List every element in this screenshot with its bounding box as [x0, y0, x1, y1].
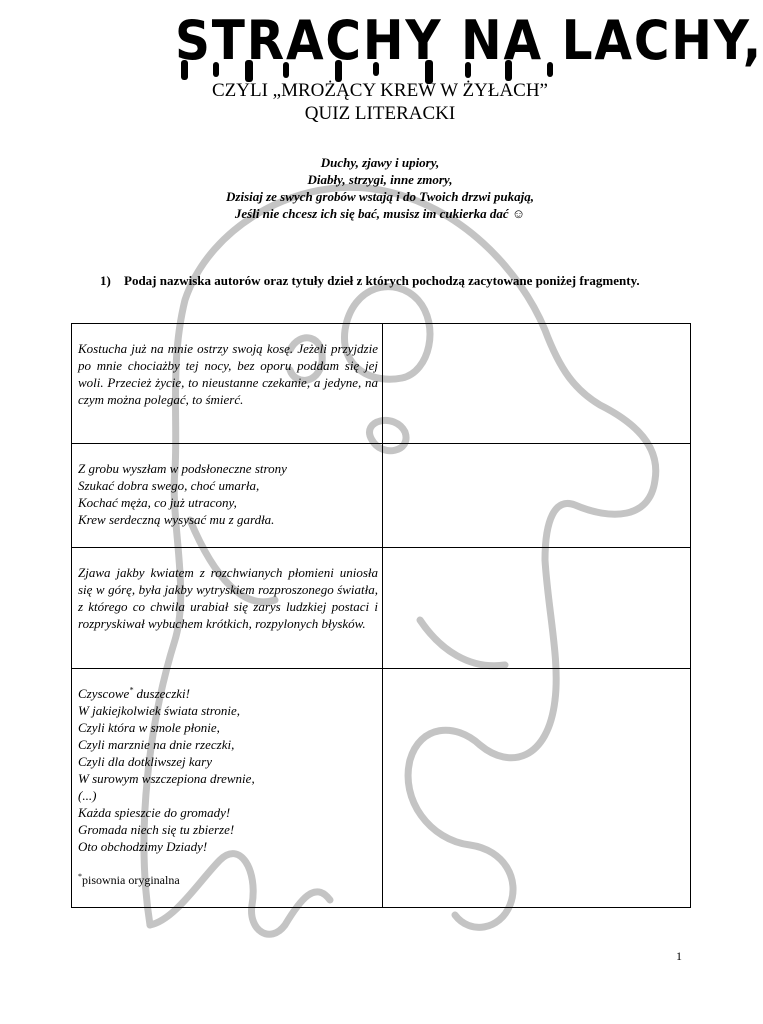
fragment-line: Każda spieszcie do gromady! [78, 805, 231, 820]
footnote [78, 872, 378, 889]
fragment-line: Kochać męża, co już utracony, [78, 495, 237, 510]
intro-poem [0, 154, 760, 222]
fragment-line: Czyli marznie na dnie rzeczki, [78, 737, 235, 752]
table-row [72, 443, 690, 547]
answer-cell[interactable] [383, 669, 690, 907]
fragment-line: Czyli dla dotkliwszej kary [78, 754, 212, 769]
fragment-cell: Kostucha już na mnie ostrzy swoją kosę. Jeżeli przyjdzie po mnie chociażby tej nocy, bez oporu poddam się jej woli. Przecież życie, to nieustanne czekanie, a jedyne, na czym można polegać, to śmierć. [72, 324, 383, 443]
table-row [72, 324, 690, 443]
fragment-line: Z grobu wyszłam w podsłoneczne strony [78, 461, 287, 476]
footnote-mark: * [78, 872, 82, 881]
fragment-word: duszeczki! [133, 686, 190, 701]
fragment-cell [72, 444, 383, 547]
fragment-cell [72, 669, 383, 907]
fragment-line: Gromada niech się tu zbierze! [78, 822, 235, 837]
answer-cell[interactable] [383, 324, 690, 443]
fragment-cell: Zjawa jakby kwiatem z rozchwianych płomieni uniosła się w górę, była jakby wytryskiem rozproszonego światła, z którego co chwila urabiał się zarys ludzkiej postaci i rozpryskiwał wybuchem krótkich, rozpylonych błysków. [72, 548, 383, 668]
answer-cell[interactable] [383, 548, 690, 668]
title-block [175, 9, 763, 80]
page-title [175, 10, 763, 72]
fragment-word: Czyscowe [78, 686, 130, 701]
question-text: Podaj nazwiska autorów oraz tytuły dzieł z których pochodzą zacytowane poniżej fragmenty. [124, 273, 640, 288]
subtitle-quiz: QUIZ LITERACKI [304, 103, 456, 124]
poem-line: Jeśli nie chcesz ich się bać, musisz im cukierka dać ☺ [234, 206, 526, 221]
fragment-line [78, 685, 378, 702]
fragment-line: Oto obchodzimy Dziady! [78, 839, 208, 854]
poem-line: Diabły, strzygi, inne zmory, [307, 172, 453, 187]
fragment-line: Czyli która w smole płonie, [78, 720, 220, 735]
fragment-line: (...) [78, 788, 97, 803]
fragment-line: Szukać dobra swego, choć umarła, [78, 478, 260, 493]
question-1 [100, 273, 640, 289]
title-comma: , [742, 9, 763, 72]
poem-line: Dzisiaj ze swych grobów wstają i do Twoich drzwi pukają, [226, 189, 534, 204]
table-row [72, 668, 690, 907]
footnote-text: pisownia oryginalna [82, 873, 180, 887]
answer-cell[interactable] [383, 444, 690, 547]
title-text: STRACHY NA LACHY [175, 9, 743, 72]
subtitle: CZYLI „MROŻĄCY KREW W ŻYŁACH” [212, 80, 548, 101]
fragment-line: W jakiejkolwiek świata stronie, [78, 703, 240, 718]
footnote-mark: * [129, 685, 134, 695]
page-number: 1 [676, 949, 682, 963]
poem-line: Duchy, zjawy i upiory, [320, 155, 440, 170]
table-row [72, 547, 690, 668]
fragment-line: Krew serdeczną wysysać mu z gardła. [78, 512, 275, 527]
quiz-table [71, 323, 691, 908]
fragment-line: W surowym wszczepiona drewnie, [78, 771, 255, 786]
question-number: 1) [100, 273, 111, 288]
